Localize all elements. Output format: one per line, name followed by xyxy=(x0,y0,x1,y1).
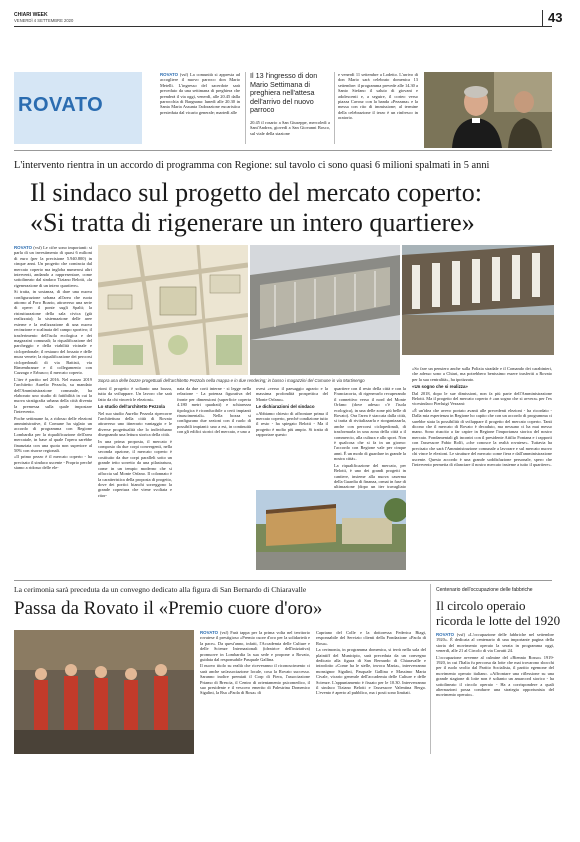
main-col-6-p1: «So fare un pensiero anche sulla Polizia stradale e il Comando dei carabinieri, che adesso sono a Chiari, ma potrebbero benissimo essere trasferiti a Rovato per la sua centralità», ha ipotizzato. xyxy=(412,366,552,382)
teaser-divider-2 xyxy=(334,72,335,144)
teaser-col-3: e venerdì 11 settembre a Lodetto. L'arrivo di don Mario sarà celebrato domenica 13 settembre: il programma prevede alle 14.30 a Santo Stefano il saluto di giovani e adolescenti e, a seguire, il corteo verso piazza Cavour con la banda «Pezzana» e la messa con rito di immissione; al termine della celebrazione il terzo è un rinfresco in oratorio. xyxy=(338,72,418,121)
main-subhead-sindaco: Le dichiarazioni del sindaco xyxy=(256,404,315,410)
main-subhead-sogno: «Un sogno che si realizza» xyxy=(412,384,468,390)
main-col-3: nata da due corti interne - si legge nella relazione - La potenza figurativa del fronte per dimensioni (superficie coperta 4.180 metri quadrati) e schiarezza tipologica è riconducibile a certi impianti rinascimentali». Nella bozza si configurano due sezioni con il ruolo di possibili impianti: uno a est, in continuità con gli edifici storici del mercato, e uno a xyxy=(177,386,251,435)
bottom-divider xyxy=(430,584,431,754)
project-map xyxy=(98,245,248,375)
bottom-right-col xyxy=(436,632,554,699)
main-tag: ROVATO xyxy=(14,245,33,250)
header-rule xyxy=(14,26,552,27)
teaser-tag: ROVATO xyxy=(160,72,179,77)
bottom-right-headline-2: ricorda le lotte del 1920 xyxy=(436,613,561,628)
bottom-right-col-p1 xyxy=(436,632,554,654)
priest-photo xyxy=(424,72,552,148)
main-col-5-p1: quartiere con il resto della città e con la Franciacorta, di rigenerarlo recuperando il connettivo verso il nord del Monte Orfano (dove adesso c'è l'isola ecologica), in una delle zone più belle di Rovato). Ora l'area è staccata dalla città, si tratta di rivitalizzarla e riorganizzarla, anche con percorsi ciclopedonali, di trasformarla in una zona della città a il commercio, alla cultura e allo sport. Non è qualcosa che si fa in un giorno: l'accordo con Regione vale per cinque anni. È un modo di guardare in grande la nostra città». xyxy=(334,386,406,462)
teaser-col-1-text: La comunità si appresta ad accogliere il nuovo parroco don Mario Metelli. L'ingresso del sacerdote sarà preceduto da una settimana di preghiera che prenderà il via oggi, venerdì, alle 20.45 dalla parrocchia di Bargnana: lunedì alle 20.30 in Santa Maria Assunta l'adorazione eucaristica presieduta dal vicario generale; martedì alle xyxy=(160,72,240,115)
teaser-divider-1 xyxy=(245,72,246,144)
main-col-1 xyxy=(14,245,92,472)
priest-photo-illustration xyxy=(424,72,552,148)
main-col-5-p2: La riqualificazione del mercato, per Belotti, è uno dei grandi progetti in cantiere, insieme alla nuova caserma della Guardia di finanza, ormai in fase di ultimazione (dopo un iter travagliato xyxy=(334,462,406,490)
bottom-left-col-1-p2: Il nuovo titolo su realtà che riceveranno il riconoscimento ci sarà anche un'associazione locale, cosa la Rovato successo. Saranno inoltre premiati il Corp di Fiera, l'associazione Priamo di Brescia, il Centro di orientamento psicomedico, il suo presidente e il vescovo emerito di Palestrina Domenico Sigalini, la Rsa «Paola di Rosa» di xyxy=(200,663,310,696)
bottom-left-kicker: La cerimonia sarà preceduta da un convegno dedicato alla figura di San Bernardo di Chiaravalle xyxy=(14,585,307,594)
main-col-1-p2: Si tratta, in sostanza, di dare una nuova configurazione urbana all'area che ruota attorno al Foro Boario, attraverso una serie di opere: il ponte sugli Spalti; la ristrutturazione della sala civica (già realizzata); la sistemazione delle aree esterne e la realizzazione di una nuova recinzione e scalinata del campo sportivo; il trasferimento dell'isola ecologica e dei magazzini comunali; la riqualificazione del parcheggio e della viabilità vicinale e ciclopedonale; il restauro del fossato e delle mura venete; la riqualificazione dei percorsi ciclopedonali di via Battisti, via Rimembranze e il collegamento con Cazzago e Erbusco; il mercato coperto. xyxy=(14,289,92,376)
award-photo-illustration xyxy=(14,630,194,754)
rendering-right xyxy=(402,245,554,355)
main-col-6 xyxy=(412,366,552,468)
main-col-5 xyxy=(334,386,406,507)
award-photo xyxy=(14,630,194,754)
rendering-top-illustration xyxy=(250,245,400,375)
main-col-2-p1: zioni il progetto è soltanto una bozza, tutta da sviluppare. Un lavoro che sarà fatto da chi vincerà le elezioni». xyxy=(98,386,172,402)
main-col-2 xyxy=(98,386,172,499)
teaser-bottom-rule xyxy=(14,150,552,151)
main-headline-line-1: Il sindaco sul progetto del mercato coperto: xyxy=(30,178,482,207)
teaser-col-2: 20.45 il rosario a San Giuseppe, mercoledì a Sant'Andrea, giovedì a San Giovanni Bosco, sul viale della stazione xyxy=(250,120,330,136)
bottom-left-col-1-text: Farà tappa per la prima volta nel territorio rovatese il prestigioso «Premio cuore d'oro per la solidarietà e la pace». Da quest'anno, infatti, l'Accademia delle Culture e delle Scienze Internazionali (ideatrice dell'iniziativa) promuove in Lombardia la sua sede e propone a Rovato, guidata dal responsabile Pasquale Gallina. xyxy=(200,630,310,663)
teaser-tag-suffix: (vsf) xyxy=(178,72,189,77)
bottom-left-tag-suffix: (vsf) xyxy=(218,630,229,635)
main-col-6-p2: Dal 2018, dopo le sue dimissioni, non fa più parte dell'Amministrazione Belotti. Ma il progetto del mercato coperto è «un sogno che si avvera» per l'ex vicesindaco Pierluigi Vezzani: xyxy=(412,390,552,407)
main-kicker: L'intervento rientra in un accordo di programma con Regione: sul tavolo ci sono quasi 6 milioni spalmati in 5 anni xyxy=(14,160,490,171)
bottom-left-tag: ROVATO xyxy=(200,630,219,635)
bottom-right-headline-1: Il circolo operaio xyxy=(436,598,526,613)
bottom-left-col-2-p1: Capriano del Colle e la dottoressa Federica Biagi, responsabile del Servizio clienti della Fondazione «Paola di Rosa». xyxy=(316,630,426,646)
main-col-1-p5: «Il primo pezzo è il mercato coperto - ha precisato il sindaco uscente - Proprio perché siamo a ridosso delle ele- xyxy=(14,454,92,471)
bottom-right-kicker: Centenario dell'occupazione delle fabbriche xyxy=(436,587,533,593)
warehouse-photo xyxy=(256,490,406,570)
bottom-left-col-1-p1 xyxy=(200,630,310,662)
image-caption: Sopra una delle bozze progettuali dell'architetto Pezzola nella mappa e in due rendering; in basso i magazzini del Comune in via Martinengo xyxy=(98,378,365,383)
warehouse-photo-illustration xyxy=(256,490,406,570)
page-number: 43 xyxy=(548,10,563,25)
teaser-col-1 xyxy=(160,72,240,115)
header-page-divider xyxy=(542,10,543,26)
main-col-1-a: Le cifre sono importanti: si parla di un investimento di quasi 6 milioni di euro (per la precisione 5.940.800) in cinque anni. Un progetto che comincia dal mercato coperto ma ingloba numerosi altri interventi, andando a rappresentare, come sottolineato dal sindaco Tiziano Belotti, «la rigenerazione di un intero quartiere». xyxy=(14,245,92,288)
main-col-1-p4: Poche settimane fa, a ridosso delle elezioni amministrative, il Comune ha siglato un accordo di programma con Regione Lombardia per la riqualificazione dell'area mercatale, in base al quale l'opera sarebbe finanziata con una quota non superiore al 50% con risorse regionali. xyxy=(14,415,92,454)
main-col-6-p3: «È un'idea che avevo portato avanti alle precedenti elezioni - ha ricordato - Dalla mia esperienza in Regione ho capito che con un accordo di programma ci sarebbe stata la possibilità di sviluppare il progetto del mercato coperto. Tanti dicono che il mercato di Rovato è decaduto, ma nessuno ci ha mai messo mano. Sono riuscito a far capire in Regione l'importanza storica del nostro mercato. Fondamentali gli incontri con il presidente Attilio Fontana e i rapporti con l'assessore Fabio Rolfi, «che conosce la realtà rovatese». Tuttavia ha precisato che sarà l'Amministrazione comunale a lavorare e sul mercato nuovo chi vince le elezioni. Le strutture del mercato come fiera e dall'amministrazione uscente. Questo accordo è una grande soddisfazione personale, spero che l'intervento permetta di rilanciare il nostro mercato insieme a tutto il quartiere». xyxy=(412,407,553,467)
main-col-4-p1: ovest «verso il paesaggio agrario e la massima profondità prospettica del Monte Orfano». xyxy=(256,386,328,402)
main-col-2-p2: Nel suo studio Aurelio Pezzola ripercorre l'architettura della città di Rovato attraverso uno itinerario vantaggio e le diverse progettualità che lo individuano disegnando una lettura storica della città. xyxy=(98,410,172,438)
main-col-1-p3: L'iter è partito nel 2016. Nel marzo 2019 l'architetto Aurelio Pezzola, su mandato dell'Amministrazione comunale, ha elaborato uno studio di fattibilità in cui la nuova stratigrafia urbana della città diventa la premessa sulla quale impostare l'intervento. xyxy=(14,376,92,415)
main-headline-line-2: «Si tratta di rigenerare un intero quartiere» xyxy=(30,208,475,237)
main-tag-suffix: (vsf) xyxy=(32,245,42,250)
rendering-top xyxy=(250,245,400,375)
bottom-right-col-text: «L'occupazione delle fabbriche nel settembre 1920». È dedicata al centenario di una importante pagina della storia del movimento operaio la serata in programma oggi, venerdì, alle 21 al Circolo di via Cavatti 24. xyxy=(436,632,554,654)
bottom-right-tag-suffix: (vsf) xyxy=(454,632,466,637)
bottom-left-col-2 xyxy=(316,630,426,697)
bottom-left-col-2-p2: La cerimonia, in programma domenica, si terrà nella sala del plaintiff del Municipio, sarà preceduta da un convegno dedicato alla figura di San Bernardo di Chiaravalle e introdotto «Come ha le stelle, invoca Maria», interverranno monsignor Sigalini, Pasquale Gallina e Massimo Maria Civale, vicario generale dell'accademia delle Culture e delle Scienze. L'appuntamento è fissato per le 10.30. Interverranno il sindaco Tiziano Belotti e l'assessore Valentina Bergo. L'evento è aperto al pubblico, ma i posti sono limitati. xyxy=(316,647,426,696)
main-col-4-p2: «Abbiamo chiesto di affrontare prima il mercato coperto, perché condizione tutto il resto - ha spiegato Belotti - Ma il progetto è molto più ampio. Si tratta di rapportare questo xyxy=(256,410,328,438)
main-bottom-rule xyxy=(14,580,552,581)
teaser-pull-quote: Il 13 l'ingresso di don Mario Settimana di preghiera nell'attesa dell'arrivo del nuovo parroco xyxy=(250,71,318,115)
bottom-left-col-1 xyxy=(200,630,310,697)
bottom-right-tag: ROVATO xyxy=(436,632,455,637)
main-col-2-p3: In una prima proposta, il mercato è composto da due corpi convergenti, nella seconda opzione, il mercato coperto è costituito da due corpi paralleli sotto un grande tetto sorretto da una pilastratura, come in un tempio moderno che si affaccia sul Monte Orfano. Il colonnato è la caratteristica della proposta di progetto, dove dei portici bianchi sorreggono la grande copertura che viene svoltata e ritor- xyxy=(98,438,172,498)
main-subhead-studio: Lo studio dell'architetto Pezzola xyxy=(98,404,165,410)
bottom-right-col-p2: L'occupazione avvenne al culmine del «Biennio Rosso» 1919-1920, in cui l'Italia fu percorsa da lotte che mai trovarono sbocchi per il ruolo svolto dal Partito Socialista, il partito egemone del movimento operaio italiano. «Affrontare una riflessione su una grande stagione di lotte non è soltanto un amarcord storico - ha sottolineato il circolo operaio - Ha a corrispondere a quali alternazioni possa condurre una strategia opportunista del movimento operaio». xyxy=(436,654,554,698)
main-col-4 xyxy=(256,386,328,439)
section-label: ROVATO xyxy=(18,94,104,116)
issue-date: VENERDÌ 4 SETTEMBRE 2020 xyxy=(14,18,74,23)
bottom-left-headline: Passa da Rovato il «Premio cuore d'oro» xyxy=(14,598,323,619)
paper-name: CHIARI WEEK xyxy=(14,12,48,18)
main-col-1-p1 xyxy=(14,245,92,288)
map-illustration xyxy=(98,245,248,375)
rendering-right-illustration xyxy=(402,245,554,355)
